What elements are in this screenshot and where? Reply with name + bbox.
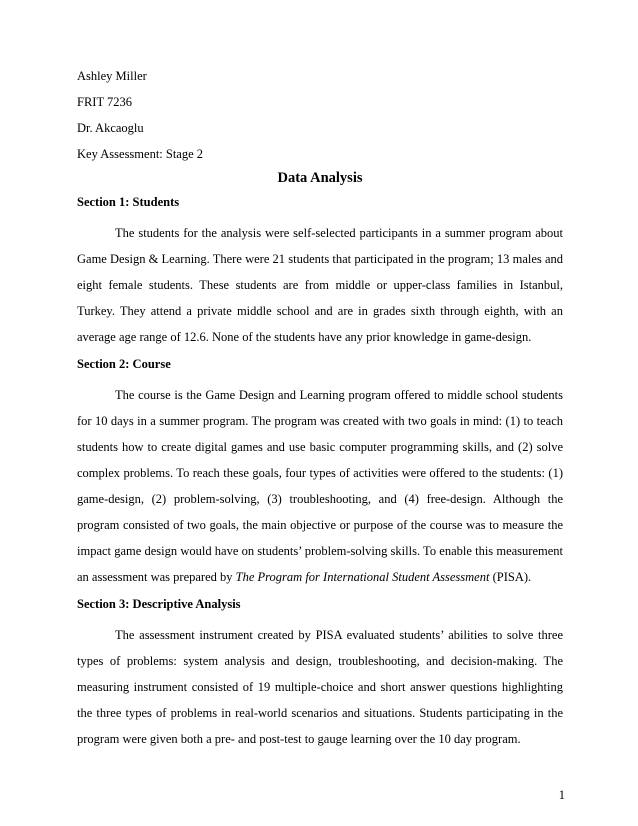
page-number: 1 xyxy=(558,788,565,802)
italic-program-name: The Program for International Student Assessment xyxy=(235,570,490,584)
page-content xyxy=(77,68,563,758)
author-name: Ashley Miller xyxy=(77,69,147,83)
section-paragraph: The students for the analysis were self-selected participants in a summer program about Game Design & Learning. There were 21 students that participated in the program; 13 males and eight female students. These students are from middle or upper-class families in Istanbul, Turkey. They attend a private middle school and are in grades sixth through eighth, with an average age range of 12.6. None of the students have any prior knowledge in game-design. xyxy=(77,226,563,344)
paragraph-text-end: (PISA). xyxy=(489,570,532,584)
section-course xyxy=(77,356,563,590)
section-students xyxy=(77,194,563,350)
section-paragraph: The assessment instrument created by PISA evaluated students’ abilities to solve three types of problems: system analysis and design, troubleshooting, and decision-making. The measuring instrument consisted of 19 multiple-choice and short answer questions highlighting the three types of problems in real-world scenarios and situations. Students participating in the program were given both a pre- and post-test to gauge learning over the 10 day program. xyxy=(77,628,563,746)
section-descriptive-analysis xyxy=(77,596,563,752)
assignment-name: Key Assessment: Stage 2 xyxy=(77,147,204,161)
course-code: FRIT 7236 xyxy=(77,95,132,109)
section-heading: Section 1: Students xyxy=(77,195,180,209)
instructor-name: Dr. Akcaoglu xyxy=(77,121,144,135)
section-heading: Section 2: Course xyxy=(77,357,171,371)
section-heading: Section 3: Descriptive Analysis xyxy=(77,597,241,611)
paragraph-text: The course is the Game Design and Learning program offered to middle school students for 10 days in a summer program. The program was created with two goals in mind: (1) to teach students how to create digital games and use basic computer programming skills, and (2) solve complex problems. To reach these goals, four types of activities were offered to the students: (1) game-design, (2) problem-solving, (3) troubleshooting, and (4) free-design. Although the program consisted of two goals, the main objective or purpose of the course was to measure the impact game design would have on students’ problem-solving skills. To enable this measurement an assessment was prepared by xyxy=(77,388,563,584)
section-paragraph xyxy=(77,382,563,590)
document-title: Data Analysis xyxy=(277,170,363,186)
